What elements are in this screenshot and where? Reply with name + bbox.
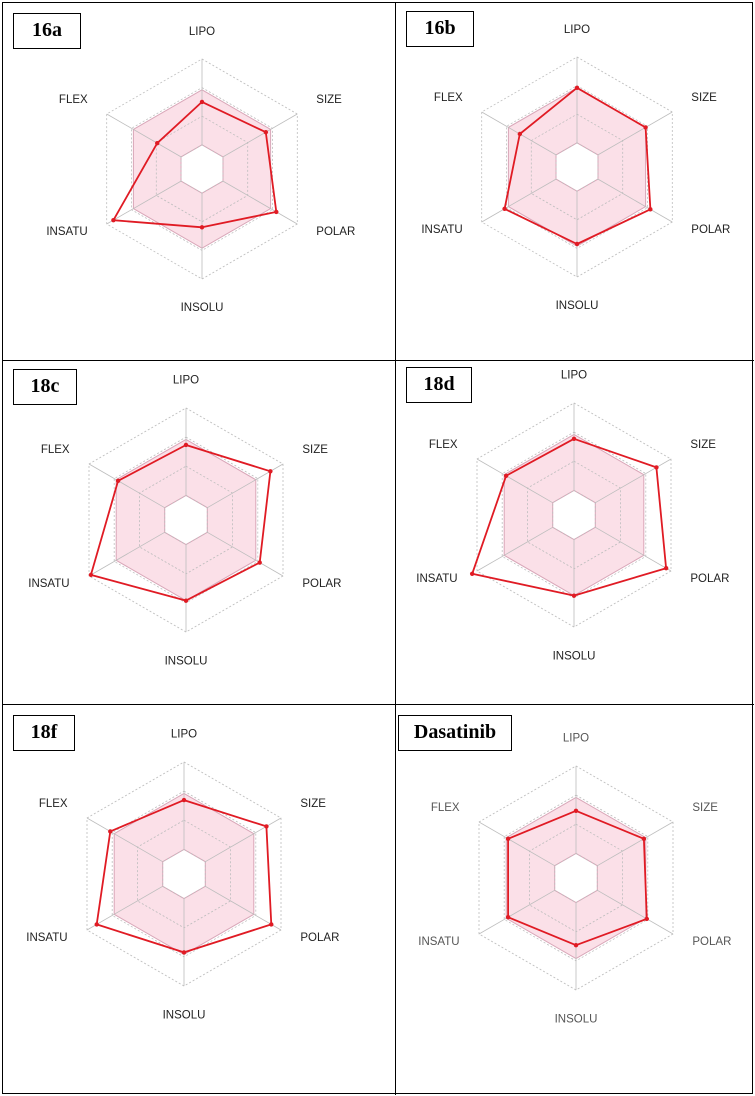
axis-label-insatu: INSATU	[416, 573, 458, 586]
axis-label-insolu: INSOLU	[552, 650, 596, 663]
panel-title: 18f	[13, 715, 75, 751]
data-point-size	[643, 125, 647, 129]
data-point-lipo	[572, 437, 576, 441]
data-point-insolu	[575, 242, 579, 246]
panel-16b	[396, 3, 754, 361]
radar-chart	[396, 3, 754, 361]
data-point-polar	[664, 566, 668, 570]
data-point-size	[264, 130, 268, 134]
axis-label-lipo: LIPO	[563, 24, 591, 36]
axis-label-flex: FLEX	[430, 801, 460, 814]
data-point-flex	[504, 474, 508, 478]
axis-label-size: SIZE	[690, 438, 716, 451]
panel-title: 16b	[406, 11, 474, 47]
data-point-insatu	[470, 572, 474, 576]
panel-16a	[3, 3, 396, 361]
data-point-insolu	[182, 950, 186, 954]
axis-label-insolu: INSOLU	[180, 302, 224, 314]
data-point-insatu	[502, 207, 506, 211]
panel-dasatinib	[396, 705, 754, 1095]
panel-18f	[3, 705, 396, 1095]
axis-label-lipo: LIPO	[188, 26, 216, 38]
data-point-insatu	[111, 218, 115, 222]
panel-title: 18c	[13, 369, 77, 405]
axis-label-insatu: INSATU	[28, 578, 70, 591]
axis-label-insatu: INSATU	[421, 224, 463, 236]
radar-chart	[3, 705, 396, 1095]
axis-label-lipo: LIPO	[560, 369, 588, 382]
data-point-polar	[269, 922, 273, 926]
axis-label-size: SIZE	[300, 797, 326, 810]
data-point-polar	[645, 917, 649, 921]
axis-label-size: SIZE	[691, 92, 717, 104]
data-point-insatu	[89, 573, 93, 577]
axis-label-insatu: INSATU	[26, 932, 68, 945]
panel-title: 16a	[13, 13, 81, 49]
axis-label-size: SIZE	[316, 94, 342, 106]
radar-chart	[3, 3, 396, 361]
axis-label-insolu: INSOLU	[555, 300, 599, 312]
data-point-polar	[274, 210, 278, 214]
axis-label-polar: POLAR	[316, 226, 356, 238]
axis-label-flex: FLEX	[433, 92, 463, 104]
axis-label-flex: FLEX	[58, 94, 88, 106]
axis-label-insolu: INSOLU	[554, 1013, 598, 1026]
axis-label-insatu: INSATU	[46, 226, 88, 238]
axis-label-polar: POLAR	[300, 932, 340, 945]
data-point-flex	[155, 141, 159, 145]
axis-label-polar: POLAR	[691, 224, 731, 236]
data-point-lipo	[184, 443, 188, 447]
axis-label-polar: POLAR	[302, 578, 342, 591]
figure-grid	[2, 2, 753, 1094]
radar-chart	[396, 361, 754, 705]
data-point-insolu	[574, 943, 578, 947]
data-point-lipo	[182, 798, 186, 802]
data-point-flex	[506, 837, 510, 841]
panel-18c	[3, 361, 396, 705]
panel-title: Dasatinib	[398, 715, 512, 751]
panel-title: 18d	[406, 367, 472, 403]
data-point-flex	[518, 132, 522, 136]
axis-label-flex: FLEX	[38, 797, 68, 810]
data-point-polar	[648, 207, 652, 211]
axis-label-polar: POLAR	[692, 936, 732, 949]
axis-label-lipo: LIPO	[562, 732, 590, 745]
data-point-insolu	[200, 225, 204, 229]
data-point-polar	[258, 560, 262, 564]
data-point-flex	[108, 829, 112, 833]
radar-chart	[3, 361, 396, 705]
data-point-lipo	[200, 100, 204, 104]
axis-label-size: SIZE	[302, 443, 328, 456]
data-point-insatu	[95, 922, 99, 926]
axis-label-size: SIZE	[692, 801, 718, 814]
data-point-lipo	[575, 86, 579, 90]
data-point-insolu	[184, 598, 188, 602]
data-point-flex	[116, 479, 120, 483]
data-point-insatu	[506, 915, 510, 919]
data-point-size	[642, 837, 646, 841]
data-point-size	[264, 824, 268, 828]
axis-label-lipo: LIPO	[172, 374, 200, 387]
axis-label-insolu: INSOLU	[164, 655, 208, 668]
axis-label-polar: POLAR	[690, 573, 730, 586]
radar-chart	[396, 705, 754, 1095]
axis-label-lipo: LIPO	[170, 728, 198, 741]
data-point-size	[268, 469, 272, 473]
data-point-lipo	[574, 809, 578, 813]
data-point-size	[654, 465, 658, 469]
axis-label-flex: FLEX	[40, 443, 70, 456]
panel-18d	[396, 361, 754, 705]
axis-label-flex: FLEX	[428, 438, 458, 451]
data-point-insolu	[572, 593, 576, 597]
axis-label-insatu: INSATU	[418, 936, 460, 949]
axis-label-insolu: INSOLU	[162, 1009, 206, 1022]
